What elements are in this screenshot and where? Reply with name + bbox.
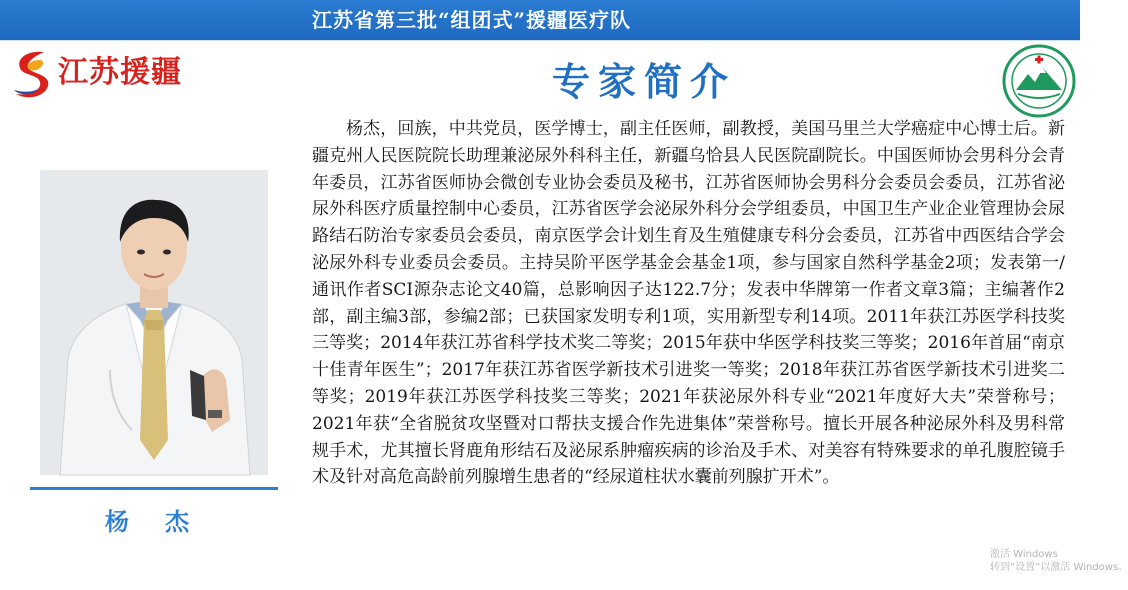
logo-swirl-icon <box>10 46 52 102</box>
jiangsu-yuanjiang-logo <box>10 46 210 102</box>
section-title: 专家简介 <box>552 59 737 104</box>
logo-text: 江苏援疆 <box>58 55 182 90</box>
banner-title: 江苏省第三批“组团式”援疆医疗队 <box>312 8 632 32</box>
expert-bio: 杨杰，回族，中共党员，医学博士，副主任医师，副教授，美国马里兰大学癌症中心博士后。新疆克州人民医院院长助理兼泌尿外科科主任，新疆乌恰县人民医院副院长。中国医师协会男科分会青年委员，江苏省医师协会微创专业协会委员及秘书，江苏省医师协会男科分会委员会委员，江苏省泌尿外科医疗质量控制中心委员，江苏省医学会泌尿外科分会学组委员，中国卫生产业企业管理协会尿路结石防治专家委员会委员，南京医学会计划生育及生殖健康专科分会委员，江苏省中西医结合学会泌尿外科专业委员会委员。主持吴阶平医学基金会基金1项，参与国家自然科学基金2项；发表第一/通讯作者SCI源杂志论文40篇，总影响因子达122.7分；发表中华牌第一作者文章3篇；主编著作2部，副主编3部，参编2部；已获国家发明专利1项，实用新型专利14项。2011年获江苏医学科技奖三等奖；2014年获江苏省科学技术奖二等奖；2015年获中华医学科技奖三等奖；2016年首届“南京十佳青年医生”；2017年获江苏省医学新技术引进奖一等奖；2018年获江苏省医学新技术引进奖二等奖；2019年获江苏医学科技奖三等奖；2021年获泌尿外科专业“2021年度好大夫”荣誉称号；2021年获“全省脱贫攻坚暨对口帮扶支援合作先进集体”荣誉称号。擅长开展各种泌尿外科及男科常规手术，尤其擅长肾鹿角形结石及泌尿系肿瘤疾病的诊治及手术、对美容有特殊要求的单孔腹腔镜手术及针对高危高龄前列腺增生患者的“经尿道柱状水囊前列腺扩开术”。 <box>312 119 1065 488</box>
doctor-figure-icon <box>40 170 268 475</box>
expert-name: 杨 杰 <box>104 507 204 536</box>
activation-watermark <box>990 548 1128 574</box>
watermark-line-1: 激活 Windows <box>990 549 1058 560</box>
header-banner <box>0 0 1080 41</box>
name-divider <box>30 487 278 490</box>
hospital-emblem-icon <box>1002 44 1076 118</box>
watermark-line-2: 转到“设置”以激活 Windows。 <box>990 562 1128 573</box>
doctor-portrait <box>40 170 268 475</box>
